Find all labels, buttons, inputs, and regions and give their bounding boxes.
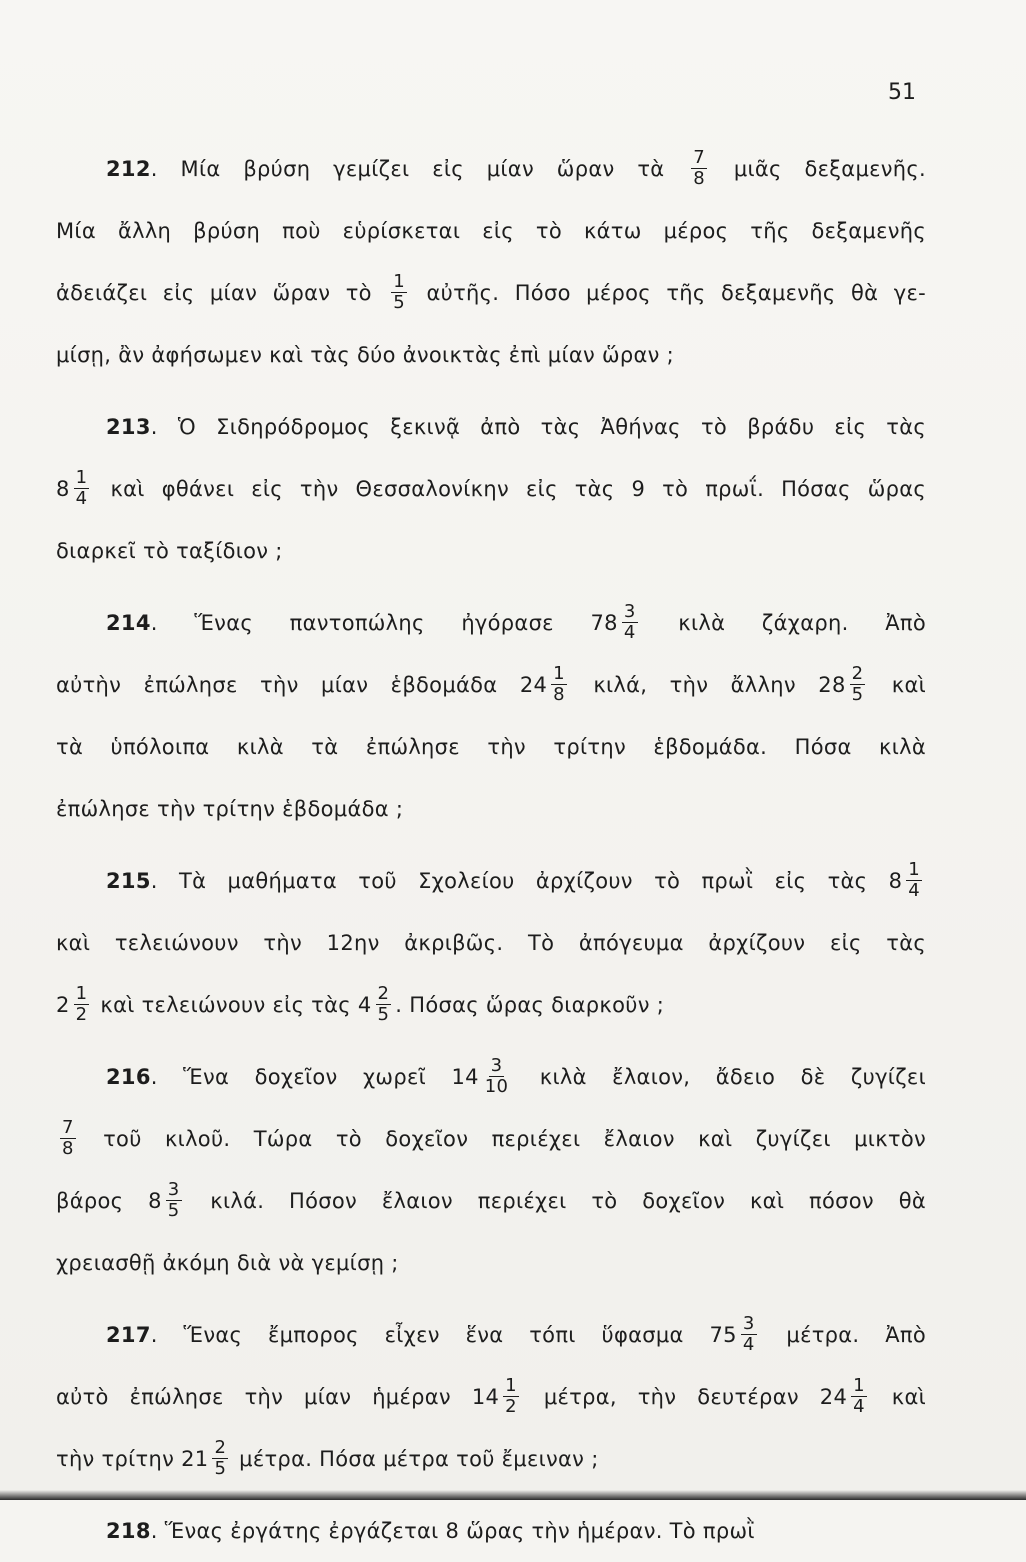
- fraction: [166, 1180, 182, 1221]
- fraction: [212, 1438, 228, 1479]
- mixed-number: [888, 858, 926, 901]
- text-run: . Ἕνας ἐργάτης ἐργάζεται 8 ὥρας τὴν ἡμέραν. Τὸ πρωῒ: [150, 1519, 755, 1543]
- text-run: . Ὁ Σιδηρόδρομος ξεκινᾷ ἀπὸ τὰς Ἀθήνας τὸ βράδυ εἰς τὰς: [150, 415, 926, 439]
- text-run: μέτρα, τὴν δευτέραν: [522, 1385, 820, 1409]
- mixed-number: [590, 600, 642, 643]
- text-run: διαρκεῖ τὸ ταξίδιον ;: [56, 539, 283, 563]
- exercise-line: [56, 1500, 926, 1562]
- text-run: . Τὰ μαθήματα τοῦ Σχολείου ἀρχίζουν τὸ πρωῒ εἰς τὰς: [150, 869, 889, 893]
- exercise-line: [56, 138, 926, 200]
- fraction: [376, 984, 392, 1025]
- mixed-whole: 2: [56, 993, 70, 1017]
- mixed-number: [56, 982, 93, 1025]
- mixed-whole: 28: [818, 673, 846, 697]
- fraction-numerator: 3: [490, 1054, 503, 1076]
- fraction-numerator: 2: [377, 982, 390, 1004]
- text-run: χρειασθῇ ἀκόμη διὰ νὰ γεμίσῃ ;: [56, 1251, 399, 1275]
- mixed-whole: 14: [451, 1065, 479, 1089]
- fraction-numerator: 2: [851, 662, 864, 684]
- fraction-denominator: 2: [75, 1003, 88, 1025]
- fraction: [483, 1056, 511, 1097]
- text-run: ἀδειάζει εἰς μίαν ὥραν τὸ: [56, 281, 388, 305]
- text-run: καὶ τελειώνουν τὴν 12ην ἀκριβῶς. Τὸ ἀπόγευμα ἀρχίζουν εἰς τὰς: [56, 931, 926, 955]
- fraction-numerator: 7: [693, 146, 705, 168]
- text-run: καὶ φθάνει εἰς τὴν Θεσσαλονίκην εἰς τὰς 9 τὸ πρωΐ. Πόσας ὥρας: [93, 477, 926, 501]
- exercise-line: [56, 1170, 926, 1232]
- fraction-denominator: 5: [377, 1003, 390, 1025]
- exercise-line: [56, 262, 926, 324]
- text-run: . Ἕνας ἔμπορος εἶχεν ἕνα τόπι ὕφασμα: [150, 1323, 710, 1347]
- mixed-number: [148, 1178, 185, 1221]
- text-run: καὶ τελειώνουν εἰς τὰς: [93, 993, 358, 1017]
- exercise-number: 215: [106, 869, 151, 893]
- fraction-denominator: 4: [908, 879, 920, 901]
- exercise-line: [56, 458, 926, 520]
- fraction-denominator: 5: [167, 1199, 180, 1221]
- mixed-number: [519, 662, 571, 705]
- fraction-numerator: 7: [62, 1116, 74, 1138]
- exercise-line: [56, 1366, 926, 1428]
- mixed-whole: 8: [148, 1189, 162, 1213]
- mixed-whole: 24: [819, 1385, 848, 1409]
- text-run: Μία ἄλλη βρύση ποὺ εὑρίσκεται εἰς τὸ κάτω μέρος τῆς δεξαμενῆς: [56, 219, 926, 243]
- mixed-whole: 78: [590, 611, 618, 635]
- mixed-whole: 24: [519, 673, 548, 697]
- fraction: [551, 664, 567, 705]
- fraction-numerator: 1: [908, 858, 920, 880]
- mixed-number: [819, 1374, 871, 1417]
- exercise-line: [56, 1232, 926, 1294]
- fraction: [906, 860, 922, 901]
- text-run: . Ἕνα δοχεῖον χωρεῖ: [150, 1065, 452, 1089]
- text-run: κιλά. Πόσον ἔλαιον περιέχει τὸ δοχεῖον καὶ πόσον θὰ: [185, 1189, 926, 1213]
- text-run: ἐπώλησε τὴν τρίτην ἑβδομάδα ;: [56, 797, 404, 821]
- mixed-whole: 8: [888, 869, 903, 893]
- exercise-line: [56, 592, 926, 654]
- text-run: καὶ: [870, 1385, 927, 1409]
- mixed-whole: 8: [56, 477, 70, 501]
- text-run: μίσῃ, ἂν ἀφήσωμεν καὶ τὰς δύο ἀνοικτὰς ἐπὶ μίαν ὥραν ;: [56, 343, 675, 367]
- fraction: [503, 1376, 519, 1417]
- mixed-number: [451, 1054, 514, 1097]
- text-run: τοῦ κιλοῦ. Τώρα τὸ δοχεῖον περιέχει ἔλαιον καὶ ζυγίζει μικτὸν: [79, 1127, 926, 1151]
- exercise-line: [56, 850, 926, 912]
- exercise-number: 213: [106, 415, 151, 439]
- exercise-line: [56, 654, 926, 716]
- fraction-numerator: 2: [214, 1436, 227, 1458]
- fraction-numerator: 1: [553, 662, 565, 684]
- mixed-number: [181, 1436, 232, 1479]
- fraction-denominator: 5: [393, 291, 406, 313]
- exercise-line: [56, 716, 926, 778]
- text-run: αὐτὴν ἐπώλησε τὴν μίαν ἑβδομάδα: [56, 673, 520, 697]
- text-run: τὴν τρίτην: [56, 1447, 182, 1471]
- fraction-denominator: 2: [505, 1395, 517, 1417]
- fraction: [691, 148, 707, 189]
- page-bottom-edge: [0, 1490, 1026, 1500]
- text-run: κιλὰ ζάχαρη. Ἀπὸ: [641, 611, 926, 635]
- text-run: . Πόσας ὥρας διαρκοῦν ;: [395, 993, 665, 1017]
- text-run: κιλά, τὴν ἄλλην: [570, 673, 819, 697]
- fraction-numerator: 3: [742, 1312, 755, 1334]
- fraction-denominator: 4: [853, 1395, 865, 1417]
- exercise-line: [56, 1108, 926, 1170]
- fraction-denominator: 5: [851, 683, 864, 705]
- mixed-number: [709, 1312, 760, 1355]
- fraction: [60, 1118, 76, 1159]
- fraction-denominator: 8: [693, 167, 705, 189]
- mixed-number: [818, 662, 869, 705]
- text-run: τὰ ὑπόλοιπα κιλὰ τὰ ἐπώλησε τὴν τρίτην ἑβδομάδα. Πόσα κιλὰ: [56, 735, 926, 759]
- fraction-denominator: 8: [553, 683, 565, 705]
- text-run: βάρος: [56, 1189, 149, 1213]
- fraction-numerator: 1: [505, 1374, 517, 1396]
- mixed-whole: 75: [709, 1323, 737, 1347]
- page-number: 51: [888, 80, 916, 105]
- fraction: [851, 1376, 867, 1417]
- fraction-numerator: 1: [393, 270, 406, 292]
- fraction-numerator: 3: [167, 1178, 180, 1200]
- exercise-line: [56, 520, 926, 582]
- fraction-denominator: 5: [214, 1457, 227, 1479]
- text-run: αὐτὸ ἐπώλησε τὴν μίαν ἡμέραν: [56, 1385, 472, 1409]
- fraction-denominator: 8: [62, 1137, 74, 1159]
- text-run: μιᾶς δεξαμενῆς.: [711, 157, 926, 181]
- exercise-number: 214: [106, 611, 151, 635]
- fraction-numerator: 3: [623, 600, 636, 622]
- exercise-line: [56, 1046, 926, 1108]
- fraction: [74, 468, 90, 509]
- mixed-whole: 21: [181, 1447, 209, 1471]
- exercise-line: [56, 1304, 926, 1366]
- fraction: [850, 664, 866, 705]
- fraction-denominator: 4: [75, 487, 88, 509]
- mixed-whole: 4: [357, 993, 372, 1017]
- exercise-list: [56, 138, 926, 1562]
- fraction: [391, 272, 407, 313]
- exercise-number: 216: [106, 1065, 151, 1089]
- fraction-denominator: 10: [484, 1075, 509, 1097]
- exercise-line: [56, 778, 926, 840]
- text-run: . Μία βρύση γεμίζει εἰς μίαν ὥραν τὰ: [150, 157, 688, 181]
- fraction: [74, 984, 90, 1025]
- fraction-numerator: 1: [75, 466, 88, 488]
- fraction: [741, 1314, 757, 1355]
- text-run: αὐτῆς. Πόσο μέρος τῆς δεξαμενῆς θὰ γε-: [411, 281, 926, 305]
- fraction-numerator: 1: [75, 982, 88, 1004]
- exercise-line: [56, 912, 926, 974]
- mixed-whole: 14: [471, 1385, 500, 1409]
- text-run: μέτρα. Ἀπὸ: [760, 1323, 926, 1347]
- exercise-line: [56, 1428, 926, 1490]
- fraction-denominator: 4: [742, 1333, 755, 1355]
- text-run: κιλὰ ἔλαιον, ἄδειο δὲ ζυγίζει: [514, 1065, 926, 1089]
- fraction-numerator: 1: [853, 1374, 865, 1396]
- text-run: . Ἕνας παντοπώλης ἠγόρασε: [150, 611, 591, 635]
- mixed-number: [357, 982, 395, 1025]
- exercise-line: [56, 974, 926, 1036]
- exercise-line: [56, 200, 926, 262]
- exercise-line: [56, 396, 926, 458]
- mixed-number: [56, 466, 93, 509]
- text-run: μέτρα. Πόσα μέτρα τοῦ ἔμειναν ;: [232, 1447, 599, 1471]
- fraction: [622, 602, 638, 643]
- exercise-number: 218: [106, 1519, 151, 1543]
- exercise-number: 212: [106, 157, 151, 181]
- mixed-number: [471, 1374, 523, 1417]
- text-run: καὶ: [869, 673, 927, 697]
- exercise-line: [56, 324, 926, 386]
- exercise-number: 217: [106, 1323, 151, 1347]
- fraction-denominator: 4: [623, 621, 636, 643]
